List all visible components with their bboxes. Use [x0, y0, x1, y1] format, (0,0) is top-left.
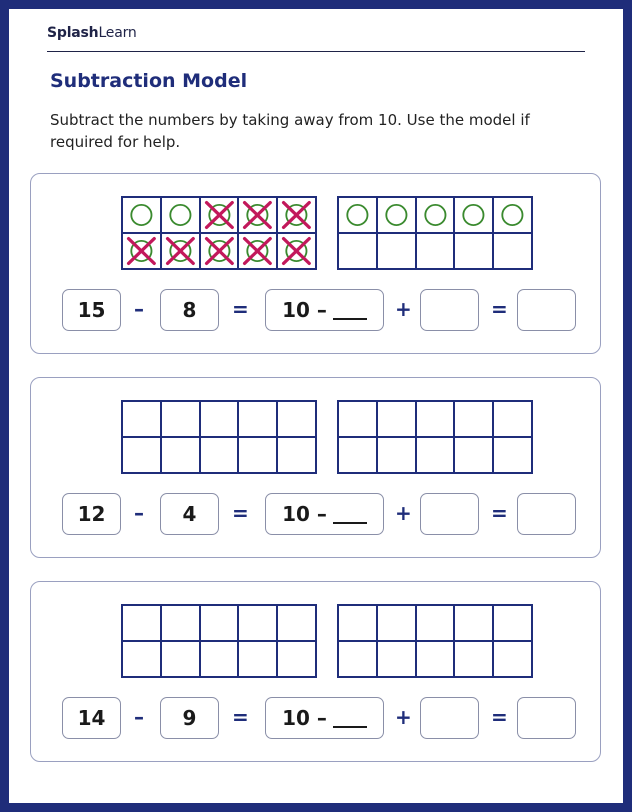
equation-row [31, 289, 602, 333]
answer-box-final[interactable] [517, 697, 576, 739]
ten-frame-cell [493, 401, 532, 437]
ten-frame-cell [454, 233, 493, 269]
blank-line[interactable] [333, 504, 367, 524]
ten-frame-cell [377, 641, 416, 677]
ten-frame-cell [200, 641, 239, 677]
worksheet-page [9, 9, 623, 803]
ten-frame-cell [377, 605, 416, 641]
ten-frame-cell [238, 401, 277, 437]
equation-row [31, 697, 602, 741]
ten-frame-cell [377, 437, 416, 473]
ten-frame-cell [338, 641, 377, 677]
ten-frame-cell [416, 401, 455, 437]
ten-frame-cell [161, 437, 200, 473]
counter-circle-icon [338, 197, 377, 233]
answer-box-part[interactable] [420, 697, 479, 739]
plus-sign: + [395, 501, 412, 525]
minus-sign: – [134, 297, 144, 321]
equals-sign: = [232, 297, 249, 321]
counter-circle-icon [122, 197, 161, 233]
equals-sign: = [232, 501, 249, 525]
ten-frame-cell [277, 437, 316, 473]
ten-frame-right [337, 400, 533, 474]
ten-frame-cell [200, 437, 239, 473]
answer-box-final[interactable] [517, 289, 576, 331]
partial-box[interactable]: 10 – [265, 289, 384, 331]
blank-line[interactable] [333, 300, 367, 320]
equals-sign: = [232, 705, 249, 729]
ten-frame-cell [277, 605, 316, 641]
ten-frame-cell [454, 641, 493, 677]
ten-frame-cell [416, 437, 455, 473]
ten-frame-cell [161, 605, 200, 641]
ten-frame-cell [161, 401, 200, 437]
problem-card-3 [30, 581, 601, 762]
ten-frame-cell [454, 437, 493, 473]
plus-sign: + [395, 297, 412, 321]
crossed-counter-icon [200, 233, 239, 269]
ten-frame-cell [416, 605, 455, 641]
ten-frame-cell [338, 437, 377, 473]
ten-frame-cell [377, 233, 416, 269]
ten-frame-cell [493, 233, 532, 269]
ten-frame-cell [277, 401, 316, 437]
minus-sign: – [134, 501, 144, 525]
crossed-counter-icon [277, 233, 316, 269]
subtrahend-box: 8 [160, 289, 219, 331]
crossed-counter-icon [122, 233, 161, 269]
ten-frame-left [121, 196, 317, 270]
minuend-box: 15 [62, 289, 121, 331]
crossed-counter-icon [161, 233, 200, 269]
ten-frame-right [337, 604, 533, 678]
counter-circle-icon [454, 197, 493, 233]
ten-frame-cell [122, 437, 161, 473]
ten-frame-cell [493, 605, 532, 641]
counter-circle-icon [161, 197, 200, 233]
ten-frame-cell [122, 641, 161, 677]
ten-frame-cell [161, 641, 200, 677]
answer-box-part[interactable] [420, 493, 479, 535]
counter-circle-icon [493, 197, 532, 233]
blank-line[interactable] [333, 708, 367, 728]
partial-box[interactable]: 10 – [265, 697, 384, 739]
partial-box[interactable]: 10 – [265, 493, 384, 535]
minuend-box: 14 [62, 697, 121, 739]
crossed-counter-icon [238, 197, 277, 233]
header-divider [47, 51, 585, 52]
ten-frame-cell [200, 401, 239, 437]
page-title: Subtraction Model [50, 70, 248, 92]
ten-frame-cell [277, 641, 316, 677]
ten-frame-cell [238, 605, 277, 641]
answer-box-final[interactable] [517, 493, 576, 535]
brand-logo: SplashLearn [47, 25, 137, 41]
equation-row [31, 493, 602, 537]
plus-sign: + [395, 705, 412, 729]
ten-frame-cell [493, 437, 532, 473]
counter-circle-icon [416, 197, 455, 233]
equals-sign-2: = [491, 501, 508, 525]
instructions: Subtract the numbers by taking away from 10. Use the model if required for help. [50, 111, 530, 151]
ten-frame-left [121, 400, 317, 474]
ten-frame-cell [416, 641, 455, 677]
ten-frame-cell [338, 605, 377, 641]
problem-card-2 [30, 377, 601, 558]
crossed-counter-icon [200, 197, 239, 233]
ten-frame-cell [454, 401, 493, 437]
problem-card-1 [30, 173, 601, 354]
minuend-box: 12 [62, 493, 121, 535]
answer-box-part[interactable] [420, 289, 479, 331]
ten-frame-cell [454, 605, 493, 641]
equals-sign-2: = [491, 705, 508, 729]
ten-frame-left [121, 604, 317, 678]
ten-frame-cell [493, 641, 532, 677]
counter-circle-icon [377, 197, 416, 233]
ten-frame-cell [122, 401, 161, 437]
ten-frame-cell [377, 401, 416, 437]
subtrahend-box: 9 [160, 697, 219, 739]
ten-frame-cell [416, 233, 455, 269]
ten-frame-cell [122, 605, 161, 641]
crossed-counter-icon [238, 233, 277, 269]
ten-frame-cell [200, 605, 239, 641]
ten-frame-cell [338, 401, 377, 437]
ten-frame-cell [338, 233, 377, 269]
ten-frame-right [337, 196, 533, 270]
ten-frame-cell [238, 641, 277, 677]
minus-sign: – [134, 705, 144, 729]
ten-frame-cell [238, 437, 277, 473]
crossed-counter-icon [277, 197, 316, 233]
subtrahend-box: 4 [160, 493, 219, 535]
equals-sign-2: = [491, 297, 508, 321]
